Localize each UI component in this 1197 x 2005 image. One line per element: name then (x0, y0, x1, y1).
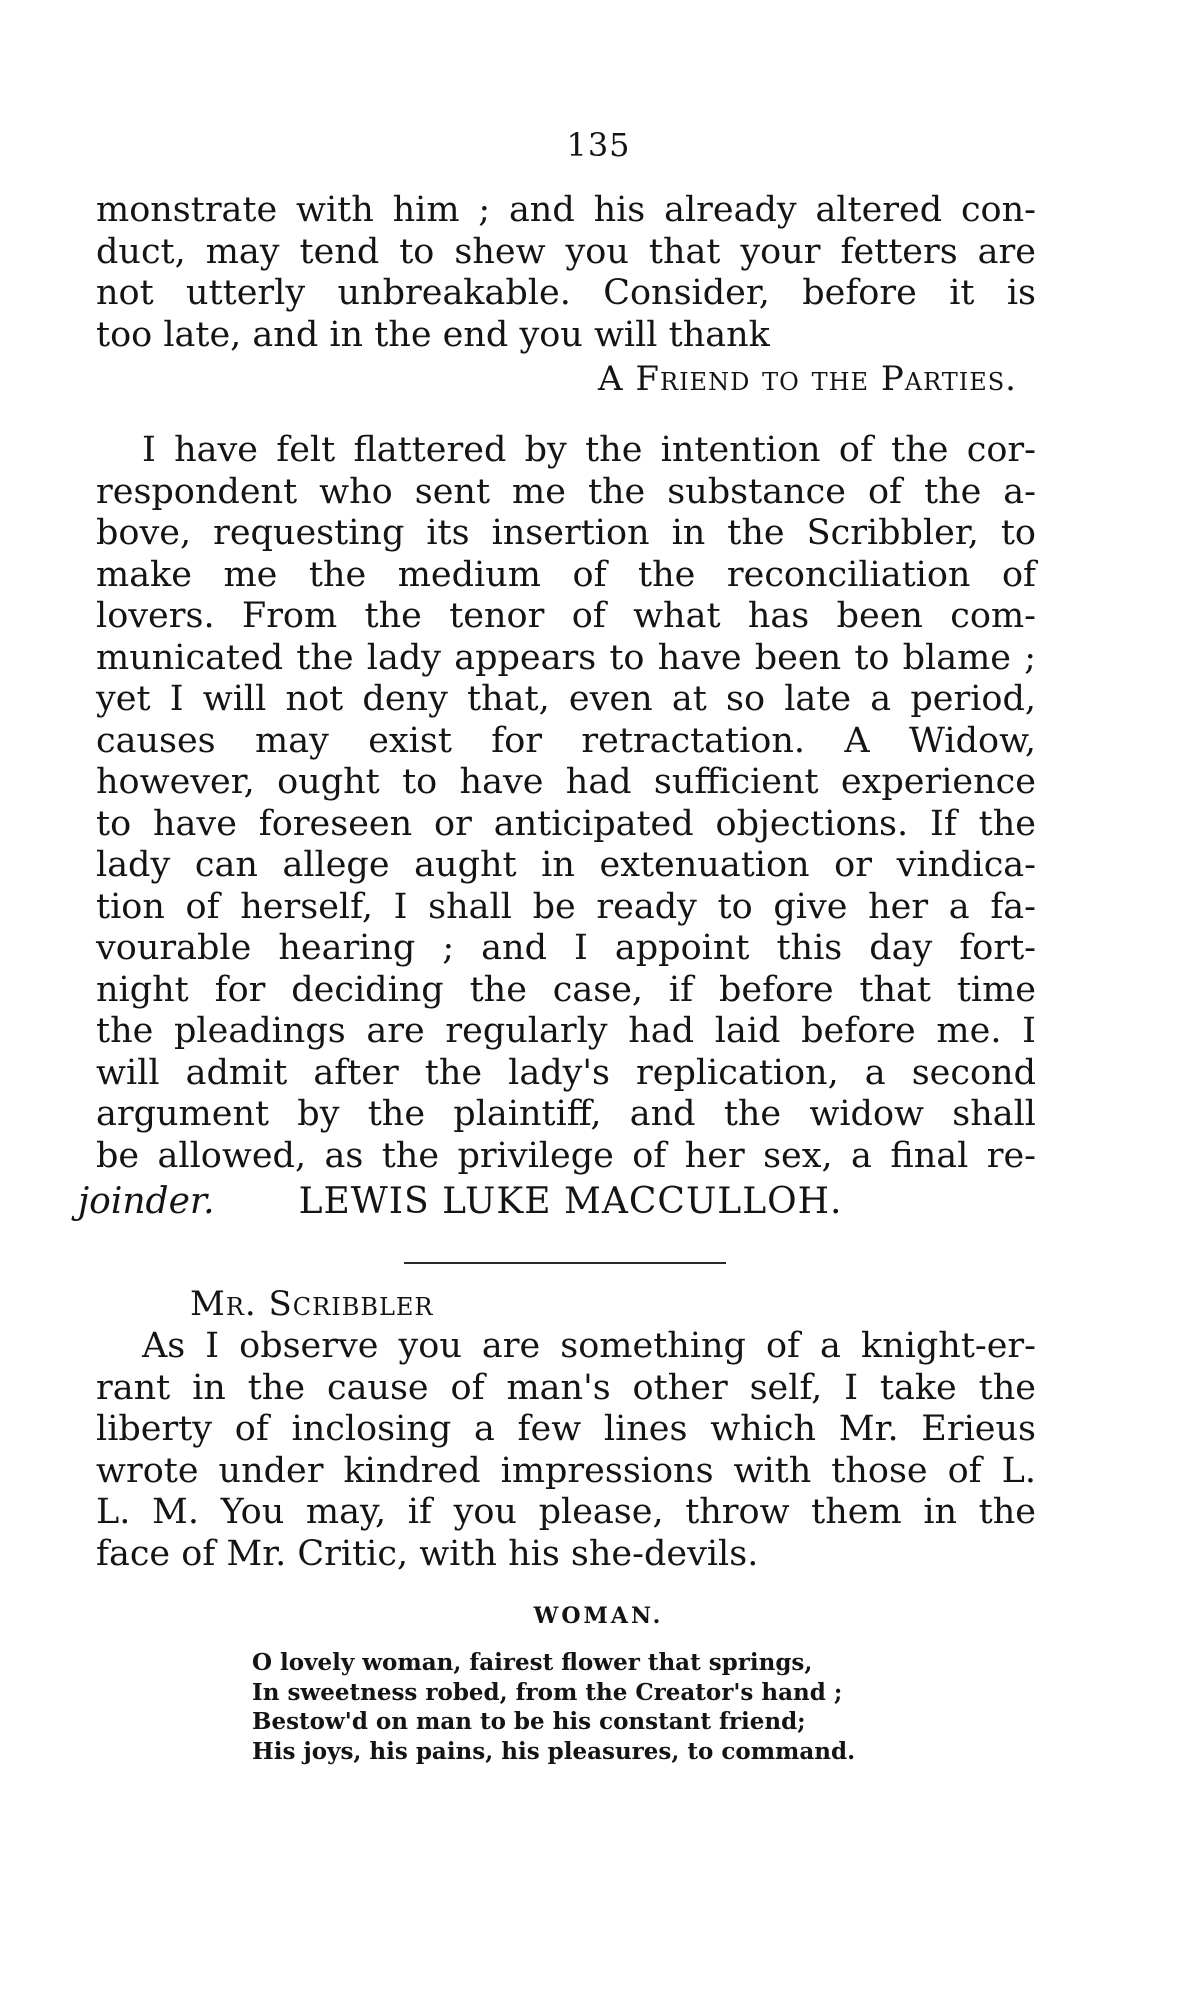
text-line: not utterly unbreakable. Consider, before it is (96, 273, 1036, 313)
text-line: respondent who sent me the substance of the a- (96, 471, 1036, 512)
text-line: vourable hearing ; and I appoint this day fort- (96, 928, 1036, 968)
text-line: night for deciding the case, if before that time (96, 969, 1036, 1010)
text-line: lovers. From the tenor of what has been com- (96, 596, 1036, 636)
editor-reply-paragraph (96, 430, 1036, 1177)
text-line: however, ought to have had sufficient experience (96, 762, 1036, 802)
text-line: municated the lady appears to have been to blame ; (96, 637, 1036, 678)
poem-title: WOMAN. (533, 1603, 664, 1629)
text-line: the pleadings are regularly had laid before me. I (96, 1011, 1036, 1051)
poem-line: Bestow'd on man to be his constant friend; (252, 1708, 806, 1735)
section-divider (404, 1262, 726, 1264)
poem-stanza (252, 1648, 952, 1766)
text-line: too late, and in the end you will thank (96, 314, 770, 355)
poem-line: In sweetness robed, from the Creator's hand ; (252, 1678, 843, 1706)
text-line: yet I will not deny that, even at so late a period, (96, 679, 1036, 719)
page-number: 135 (566, 126, 631, 164)
italic-word: joinder. (78, 1181, 215, 1222)
text-line: L. M. You may, if you please, throw them in the (96, 1492, 1036, 1532)
text-line: wrote under kindred impressions with those of L. (96, 1450, 1036, 1491)
second-letter-paragraph (96, 1326, 1036, 1575)
text-line: I have felt flattered by the intention of the cor- (142, 430, 1036, 470)
author-signature: LEWIS LUKE MACCULLOH. (298, 1181, 843, 1222)
text-line: face of Mr. Critic, with his she-devils. (96, 1533, 759, 1574)
text-line: duct, may tend to shew you that your fetters are (96, 231, 1036, 272)
text-line: tion of herself, I shall be ready to give her a fa- (96, 886, 1036, 927)
poem-line: O lovely woman, fairest flower that springs, (252, 1649, 813, 1676)
poem-line: His joys, his pains, his pleasures, to command. (252, 1737, 856, 1765)
text-line: liberty of inclosing a few lines which Mr. Erieus (96, 1409, 1036, 1449)
text-line: rant in the cause of man's other self, I take the (96, 1367, 1036, 1408)
text-line: causes may exist for retractation. A Widow, (96, 720, 1036, 761)
text-line: to have foreseen or anticipated objections. If the (96, 803, 1036, 844)
letter-end-paragraph (96, 190, 1036, 356)
text-line: bove, requesting its insertion in the Scribbler, to (96, 513, 1036, 553)
text-line: lady can allege aught in extenuation or vindica- (96, 845, 1036, 885)
signature-line (78, 1181, 1018, 1222)
letter-salutation: Mr. Scribbler (190, 1284, 434, 1324)
text-line: be allowed, as the privilege of her sex, a final re- (96, 1135, 1036, 1176)
text-line: As I observe you are something of a knight-er- (142, 1326, 1036, 1366)
text-line: monstrate with him ; and his already altered con- (96, 190, 1036, 230)
text-line: will admit after the lady's replication, a second (96, 1052, 1036, 1093)
text-line: argument by the plaintiff, and the widow shall (96, 1094, 1036, 1134)
letter-signoff: A Friend to the Parties. (598, 359, 1017, 399)
text-line: make me the medium of the reconciliation of (96, 554, 1036, 595)
